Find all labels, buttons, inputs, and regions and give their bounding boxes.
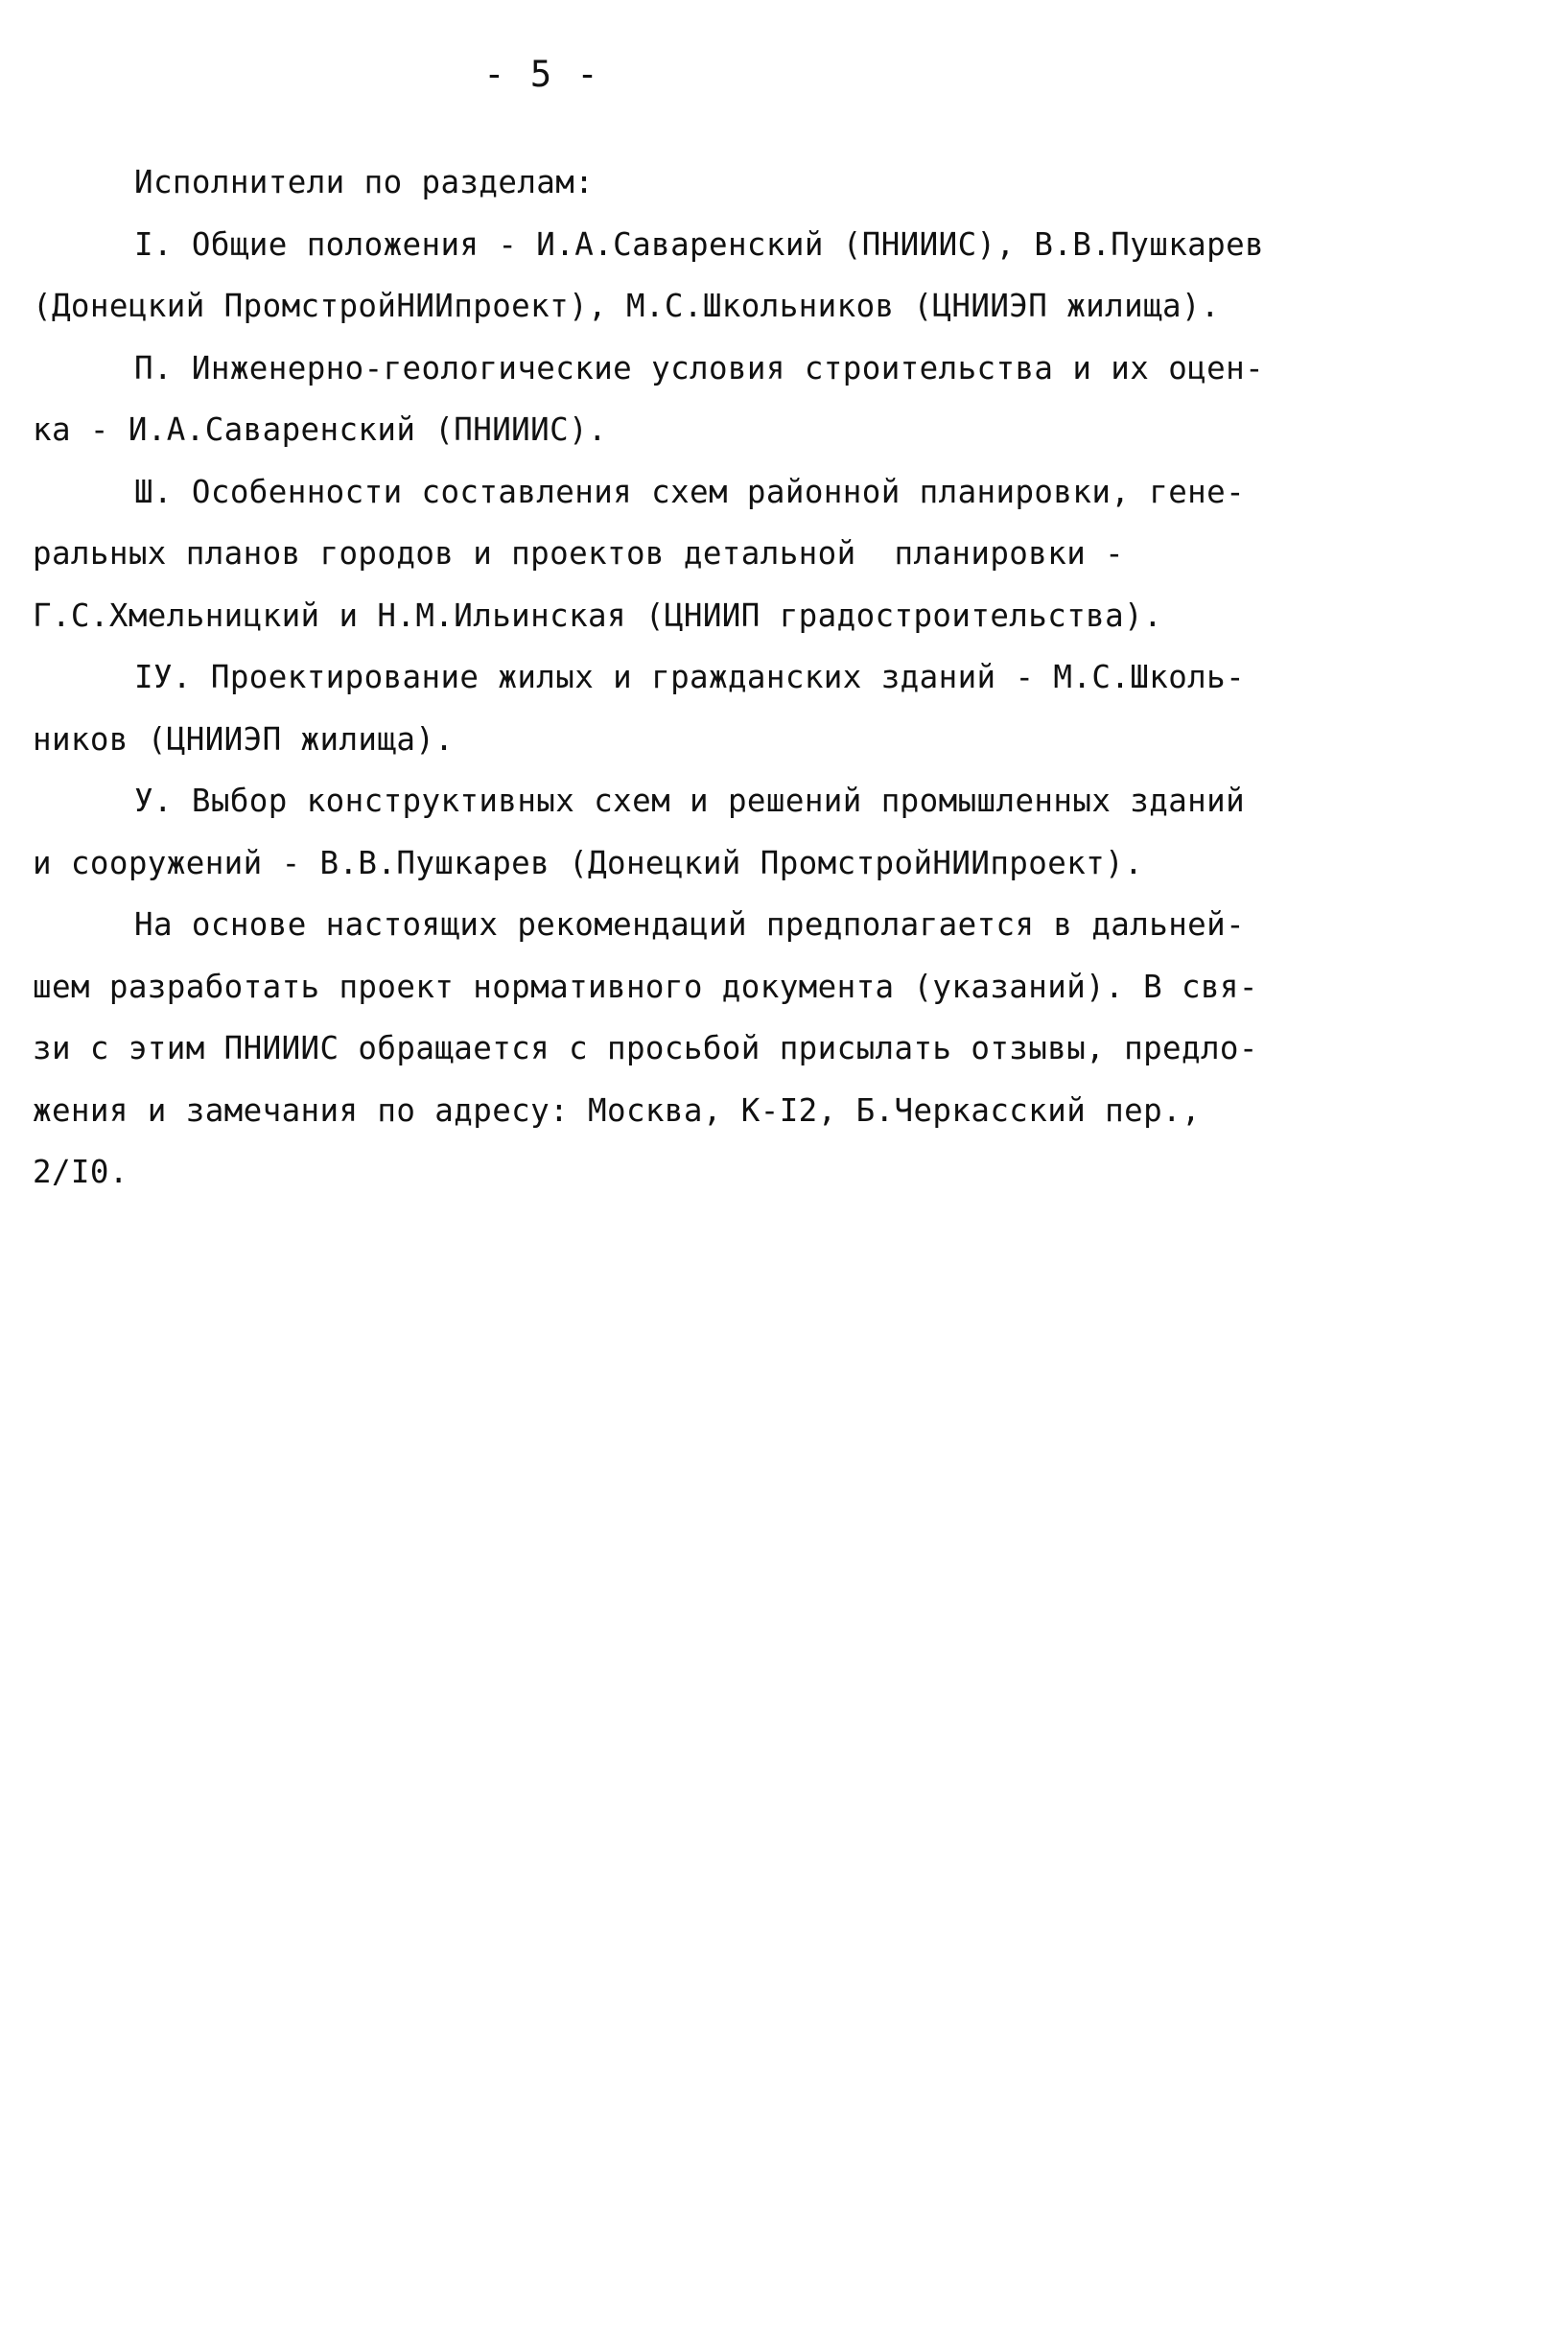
closing-paragraph-line-4: жения и замечания по адресу: Москва, К-I2, Б.Черкасский пер., [33, 1091, 1201, 1129]
section-3-line-3: Г.С.Хмельницкий и Н.М.Ильинская (ЦНИИП градостроительства). [33, 597, 1163, 634]
closing-paragraph-line-3: зи с этим ПНИИИС обращается с просьбой присылать отзывы, предло- [33, 1030, 1258, 1066]
section-3-line-2: ральных планов городов и проектов детальной планировки - [33, 535, 1125, 572]
section-2-line-2: ка - И.А.Саваренский (ПНИИИС). [33, 411, 607, 448]
closing-paragraph-line-2: шем разработать проект нормативного документа (указаний). В свя- [33, 968, 1258, 1005]
section-5-line-2: и сооружений - В.В.Пушкарев (Донецкий ПромстройНИИпроект). [33, 844, 1144, 881]
section-4-line-2: ников (ЦНИИЭП жилища). [33, 720, 455, 758]
section-heading: Исполнители по разделам: [134, 164, 595, 200]
closing-paragraph-line-1: На основе настоящих рекомендаций предполагается в дальней- [134, 906, 1246, 943]
section-1-line-2: (Донецкий ПромстройНИИпроект), М.С.Школьников (ЦНИИЭП жилища). [33, 288, 1220, 324]
closing-paragraph-line-5: 2/I0. [33, 1154, 129, 1190]
section-3-line-1: Ш. Особенности составления схем районной планировки, гене- [134, 473, 1246, 510]
section-2-line-1: П. Инженерно-геологические условия строительства и их оцен- [134, 349, 1265, 386]
page-number: - 5 - [483, 54, 600, 95]
text-body [33, 152, 1270, 1204]
section-1-line-1: I. Общие положения - И.А.Саваренский (ПНИИИС), В.В.Пушкарев [134, 225, 1265, 263]
section-5-line-1: У. Выбор конструктивных схем и решений промышленных зданий [134, 783, 1246, 819]
section-4-line-1: IУ. Проектирование жилых и гражданских зданий - М.С.Школь- [134, 659, 1246, 695]
